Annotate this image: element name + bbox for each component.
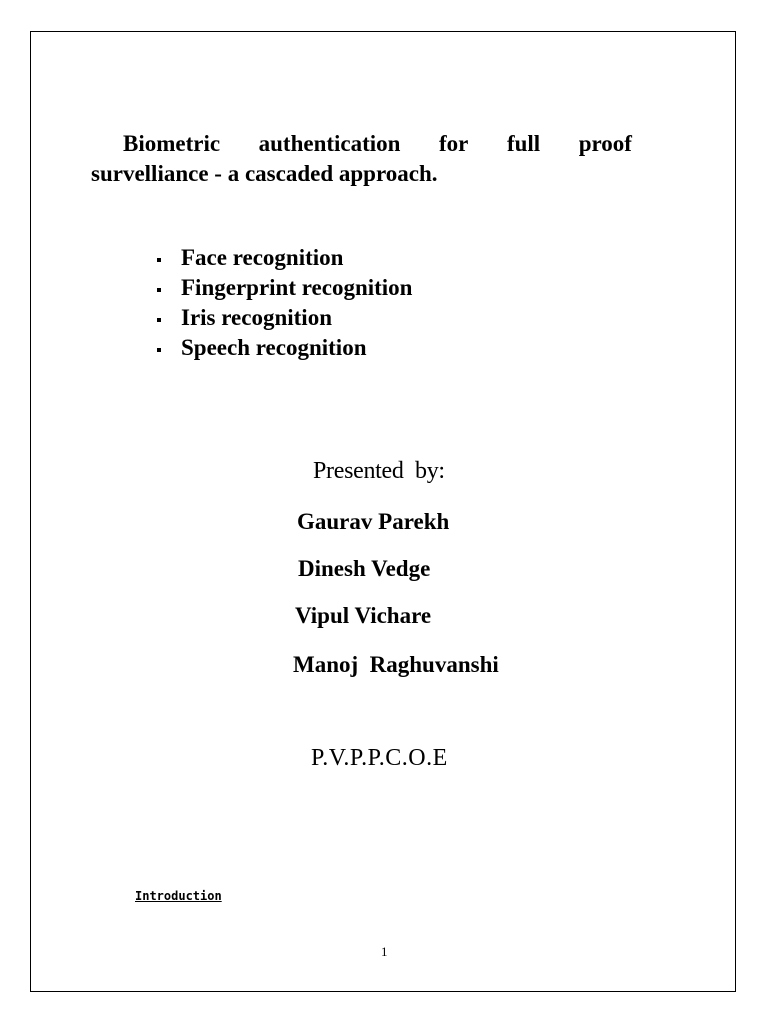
document-title: [91, 129, 632, 189]
title-word: for: [439, 131, 469, 156]
presenter-name: Manoj Raghuvanshi: [293, 652, 499, 677]
institution-name: P.V.P.P.C.O.E: [311, 745, 448, 771]
presenter-name: Dinesh Vedge: [298, 556, 431, 581]
presenter-name: Gaurav Parekh: [297, 509, 450, 534]
bullet-icon: [157, 318, 161, 322]
presenter-name: Vipul Vichare: [295, 603, 432, 628]
introduction-heading: Introduction: [135, 889, 222, 903]
bullet-icon: [157, 288, 161, 292]
title-word: Biometric: [123, 131, 221, 156]
list-item-label: Face recognition: [181, 245, 344, 270]
bullet-icon: [157, 258, 161, 262]
list-item: [157, 303, 412, 333]
list-item: [157, 243, 412, 273]
list-item-label: Fingerprint recognition: [181, 275, 413, 300]
bullet-icon: [157, 348, 161, 352]
list-item-label: Speech recognition: [181, 335, 367, 360]
topic-list: [157, 243, 412, 363]
title-line-1: [91, 129, 632, 159]
page-number: 1: [381, 944, 388, 959]
list-item-label: Iris recognition: [181, 305, 332, 330]
presented-by-label: Presented by:: [313, 458, 445, 484]
title-word: proof: [578, 131, 632, 156]
title-word: full: [506, 131, 541, 156]
title-line-2: survelliance - a cascaded approach.: [91, 161, 438, 186]
list-item: [157, 333, 412, 363]
title-word: authentication: [258, 131, 401, 156]
list-item: [157, 273, 412, 303]
